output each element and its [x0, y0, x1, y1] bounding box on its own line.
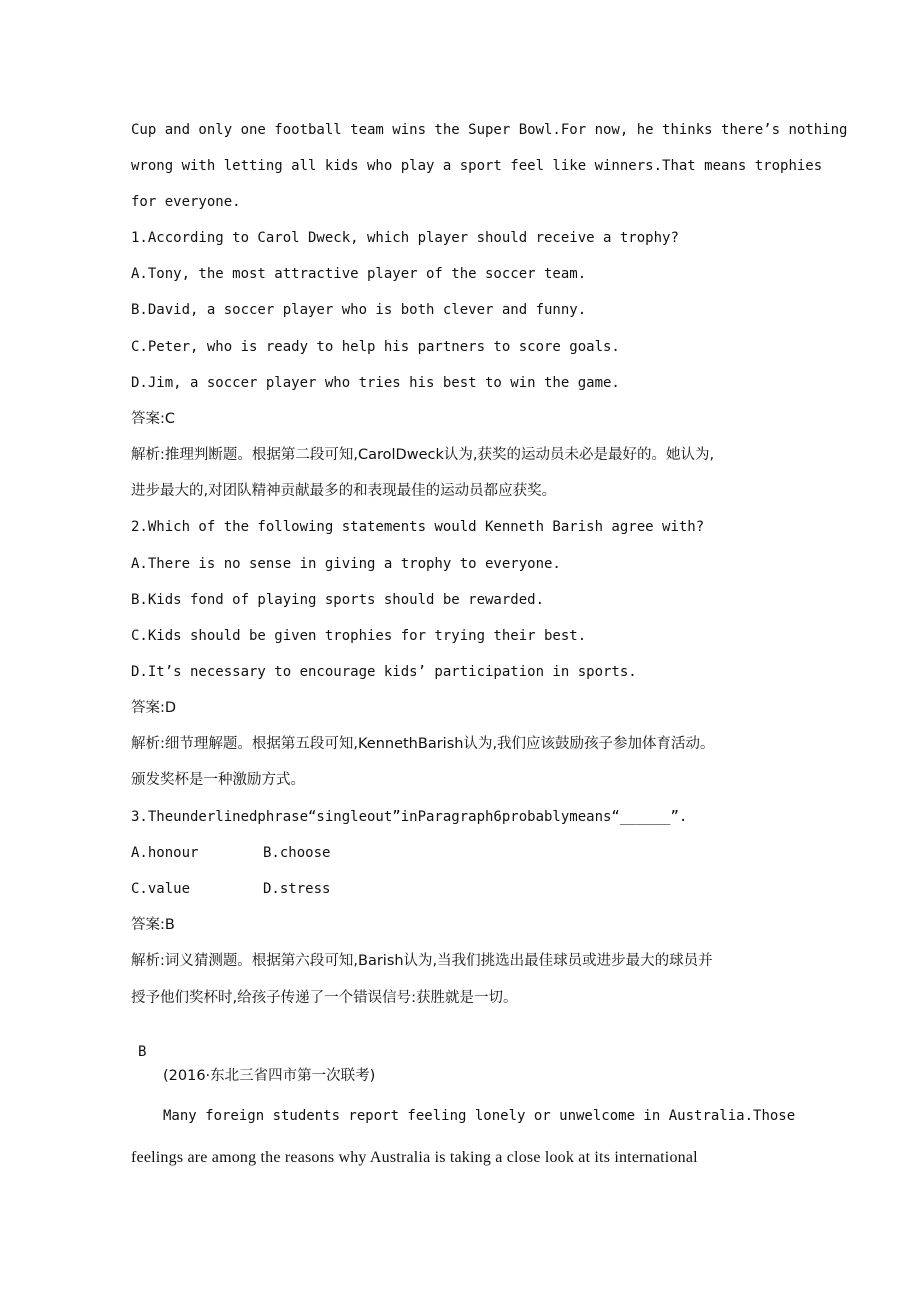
q1-analysis-line-1: 解析:推理判断题。根据第二段可知,CarolDweck认为,获奖的运动员未必是最好的。她认为,	[131, 447, 715, 463]
q3-answer: 答案:B	[131, 917, 175, 933]
section-b-paragraph-line-2: feelings are among the reasons why Australia is taking a close look at its international	[131, 1149, 698, 1166]
q3-option-a: A.honour	[131, 845, 199, 861]
q2-option-a: A.There is no sense in giving a trophy to everyone.	[131, 556, 561, 572]
section-b-label: B	[138, 1044, 147, 1060]
q1-answer: 答案:C	[131, 411, 176, 427]
passage-line-2: wrong with letting all kids who play a sport feel like winners.That means trophies	[131, 158, 823, 174]
q3-option-b: B.choose	[263, 845, 331, 861]
q2-option-b: B.Kids fond of playing sports should be rewarded.	[131, 592, 545, 608]
q3-analysis-line-2: 授予他们奖杯时,给孩子传递了一个错误信号:获胜就是一切。	[131, 990, 518, 1006]
q2-option-d: D.It’s necessary to encourage kids’ participation in sports.	[131, 664, 637, 680]
q1-option-c: C.Peter, who is ready to help his partners to score goals.	[131, 339, 620, 355]
passage-line-1: Cup and only one football team wins the Super Bowl.For now, he thinks there’s nothing	[131, 122, 848, 138]
q1-analysis-line-2: 进步最大的,对团队精神贡献最多的和表现最佳的运动员都应获奖。	[131, 483, 557, 499]
q2-analysis-line-1: 解析:细节理解题。根据第五段可知,KennethBarish认为,我们应该鼓励孩子参加体育活动。	[131, 736, 715, 752]
q3-option-d: D.stress	[263, 881, 331, 897]
q2-analysis-line-2: 颁发奖杯是一种激励方式。	[131, 772, 305, 788]
question-3: 3.Theunderlinedphrase“singleout”inParagraph6probablymeans“______”.	[131, 809, 688, 825]
q1-option-b: B.David, a soccer player who is both clever and funny.	[131, 302, 587, 318]
q3-option-c: C.value	[131, 881, 191, 897]
question-1: 1.According to Carol Dweck, which player should receive a trophy?	[131, 230, 679, 246]
question-2: 2.Which of the following statements would Kenneth Barish agree with?	[131, 519, 705, 535]
section-b-source: (2016·东北三省四市第一次联考)	[163, 1068, 376, 1084]
q1-option-a: A.Tony, the most attractive player of the soccer team.	[131, 266, 587, 282]
passage-line-3: for everyone.	[131, 194, 241, 210]
q2-option-c: C.Kids should be given trophies for trying their best.	[131, 628, 587, 644]
q2-answer: 答案:D	[131, 700, 177, 716]
q1-option-d: D.Jim, a soccer player who tries his best to win the game.	[131, 375, 620, 391]
q3-analysis-line-1: 解析:词义猜测题。根据第六段可知,Barish认为,当我们挑选出最佳球员或进步最大的球员并	[131, 953, 713, 969]
section-b-paragraph-line-1: Many foreign students report feeling lonely or unwelcome in Australia.Those	[163, 1108, 796, 1124]
